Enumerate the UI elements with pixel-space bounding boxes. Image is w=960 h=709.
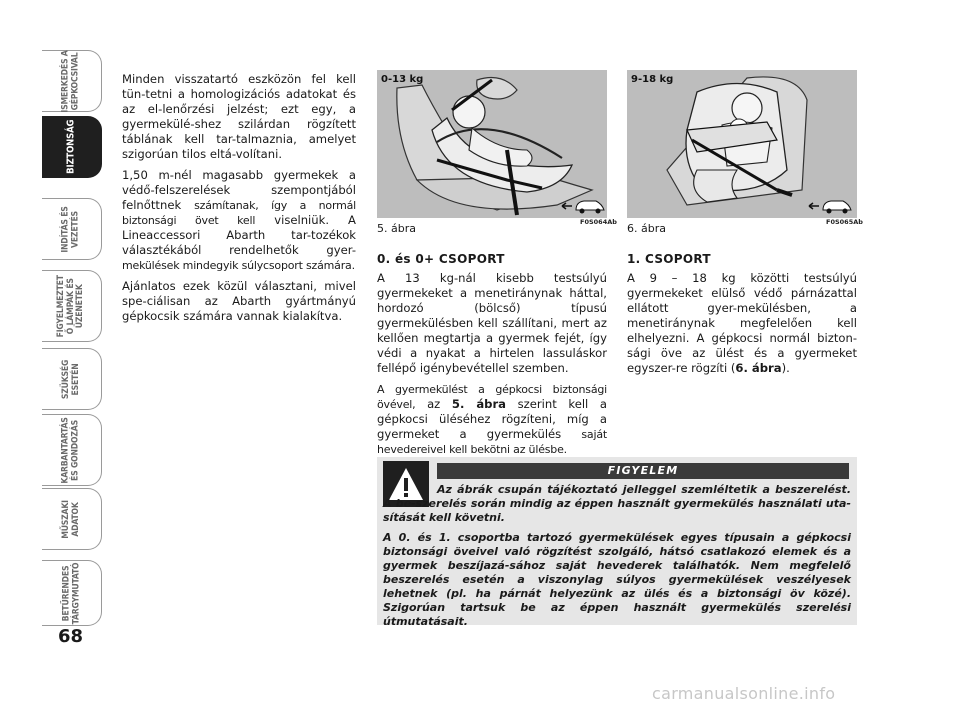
forward-seat-illustration: [627, 70, 857, 218]
tab-label: FIGYELMEZTET Ő LÁMPÁK ÉS ÜZENETEK: [56, 274, 86, 338]
paragraph: Ajánlatos ezek közül választani, mivel spe-ciálisan az Abarth gyártmányú gépkocsik számára vannak kialakítva.: [122, 279, 356, 323]
watermark: carmanualsonline.info: [652, 684, 836, 703]
text-run: 1,50 m-nél magasabb gyermekek a védő-felszerelések szempontjából felnőttnek: [122, 168, 356, 212]
warning-paragraph: A 0. és 1. csoportba tartozó gyermekülések egyes típusain a gépkocsi biztonsági öveivel való rögzítést szolgáló, hátsó csatlakozó elemek és a gyermek beszíjazá-sához saját hevederek találhatók. Nem megfelelő beszerelés esetén a viszonylag súlyos gyermekülések veszélyesek lehetnek (pl. ha párnát helyezünk az ülés és a biztonsági öv közé). Szigorúan tartsuk be az éppen használt gyermekülés szerelési útmutatásait.: [383, 531, 851, 628]
paragraph: A 13 kg-nál kisebb testsúlyú gyermekeket a menetiránynak háttal, hordozó (bölcső) típusú gyermekülésben kell szállítani, mert az kellően megtartja a gyermek fejét, így védi a nyakat a hirtelen lassuláskor fellépő igénybevétellel szemben.: [377, 271, 607, 375]
text-run: viselniük. A Lineaccessori Abarth tar-tozékok választékából rendelhetők gyer-: [122, 213, 356, 257]
warning-text: [383, 483, 851, 635]
page-number: 68: [58, 626, 84, 647]
paragraph: [627, 271, 857, 376]
figure-weight-tag: 9-18 kg: [631, 74, 674, 85]
section-heading: 0. és 0+ CSOPORT: [377, 252, 505, 266]
text-run: A 9 – 18 kg közötti testsúlyú gyermekeket elülső védő párnázattal ellátott gyer-mekülésben, a menetiránynak megfelelően kell elhelyezni. A gépkocsi normál bizton-sági öve az ülést és a gyermeket egyszer-re rögzíti (: [627, 271, 857, 375]
tab-biztonsag[interactable]: [42, 116, 102, 178]
tab-label: INDÍTÁS ÉS VEZETÉS: [61, 205, 81, 253]
tab-label: MŰSZAKI ADATOK: [60, 499, 81, 539]
figure-weight-tag: 0-13 kg: [381, 74, 424, 85]
tab-karbantartas[interactable]: [42, 414, 102, 486]
tab-muszaki[interactable]: [42, 488, 102, 550]
group-1-column: [627, 252, 857, 382]
tab-label: BETŰRENDES TÁRGYMUTATÓ: [61, 562, 81, 624]
text-run: szerint kell a gépkocsi üléséhez rögzíteni, míg a gyermeket a gyermekülés: [377, 397, 608, 441]
figure-caption: 5. ábra: [377, 222, 416, 235]
warning-paragraph: Az ábrák csupán tájékoztató jelleggel szemléltetik a beszerelést. A be-szerelés során mindig az éppen használt gyermekülés használati uta-sítását kell követni.: [383, 483, 851, 524]
tab-inditas[interactable]: [42, 198, 102, 260]
figure-code: F0S064Ab: [580, 218, 617, 226]
intro-column: [122, 72, 356, 330]
figure-caption: 6. ábra: [627, 222, 666, 235]
figure-6-forward-seat: [627, 70, 857, 218]
paragraph: [122, 168, 356, 273]
text-run: saját hevedereivel kell bekötni az ülésbe.: [377, 428, 607, 456]
text-run: A gyermekülést a gépkocsi biztonsági övével,: [377, 383, 607, 411]
tab-label: ISMERKEDÉS A GÉPKOCSIVAL: [61, 49, 81, 113]
text-run: mekülések mindegyik súlycsoport számára.: [122, 259, 355, 272]
tab-figyelmezteto[interactable]: [42, 270, 102, 342]
figure-reference: 5. ábra: [451, 397, 507, 411]
tab-szukseg[interactable]: [42, 348, 102, 410]
tab-label: SZÜKSÉG ESETÉN: [61, 359, 81, 399]
tab-label: KARBANTARTÁS ÉS GONDOZÁS: [61, 416, 81, 484]
text-run: az: [415, 397, 452, 411]
text-run: számítanak, így a normál biztonsági övet kell: [122, 199, 356, 227]
tab-label: BIZTONSÁG: [65, 119, 77, 175]
figure-reference: 6. ábra: [735, 361, 782, 375]
section-heading: 1. CSOPORT: [627, 252, 711, 266]
warning-box: [377, 457, 857, 628]
group-0-column: [377, 252, 607, 463]
warning-title: FIGYELEM: [437, 463, 849, 479]
text-run: ).: [781, 361, 790, 375]
tab-ismerkedes[interactable]: [42, 50, 102, 112]
infant-carrier-illustration: [377, 70, 607, 218]
figure-code: F0S065Ab: [826, 218, 863, 226]
figure-5-infant-carrier: [377, 70, 607, 218]
tab-betrendes[interactable]: [42, 560, 102, 626]
paragraph: Minden visszatartó eszközön fel kell tün-tetni a homologizációs adatokat és az el-lenőrzési jelzést; ezt egy, a gyermekülé-shez szilárdan rögzített táblának kell tar-talmaznia, amelyet szigorúan tilos eltá-volítani.: [122, 72, 356, 161]
paragraph: [377, 382, 607, 457]
